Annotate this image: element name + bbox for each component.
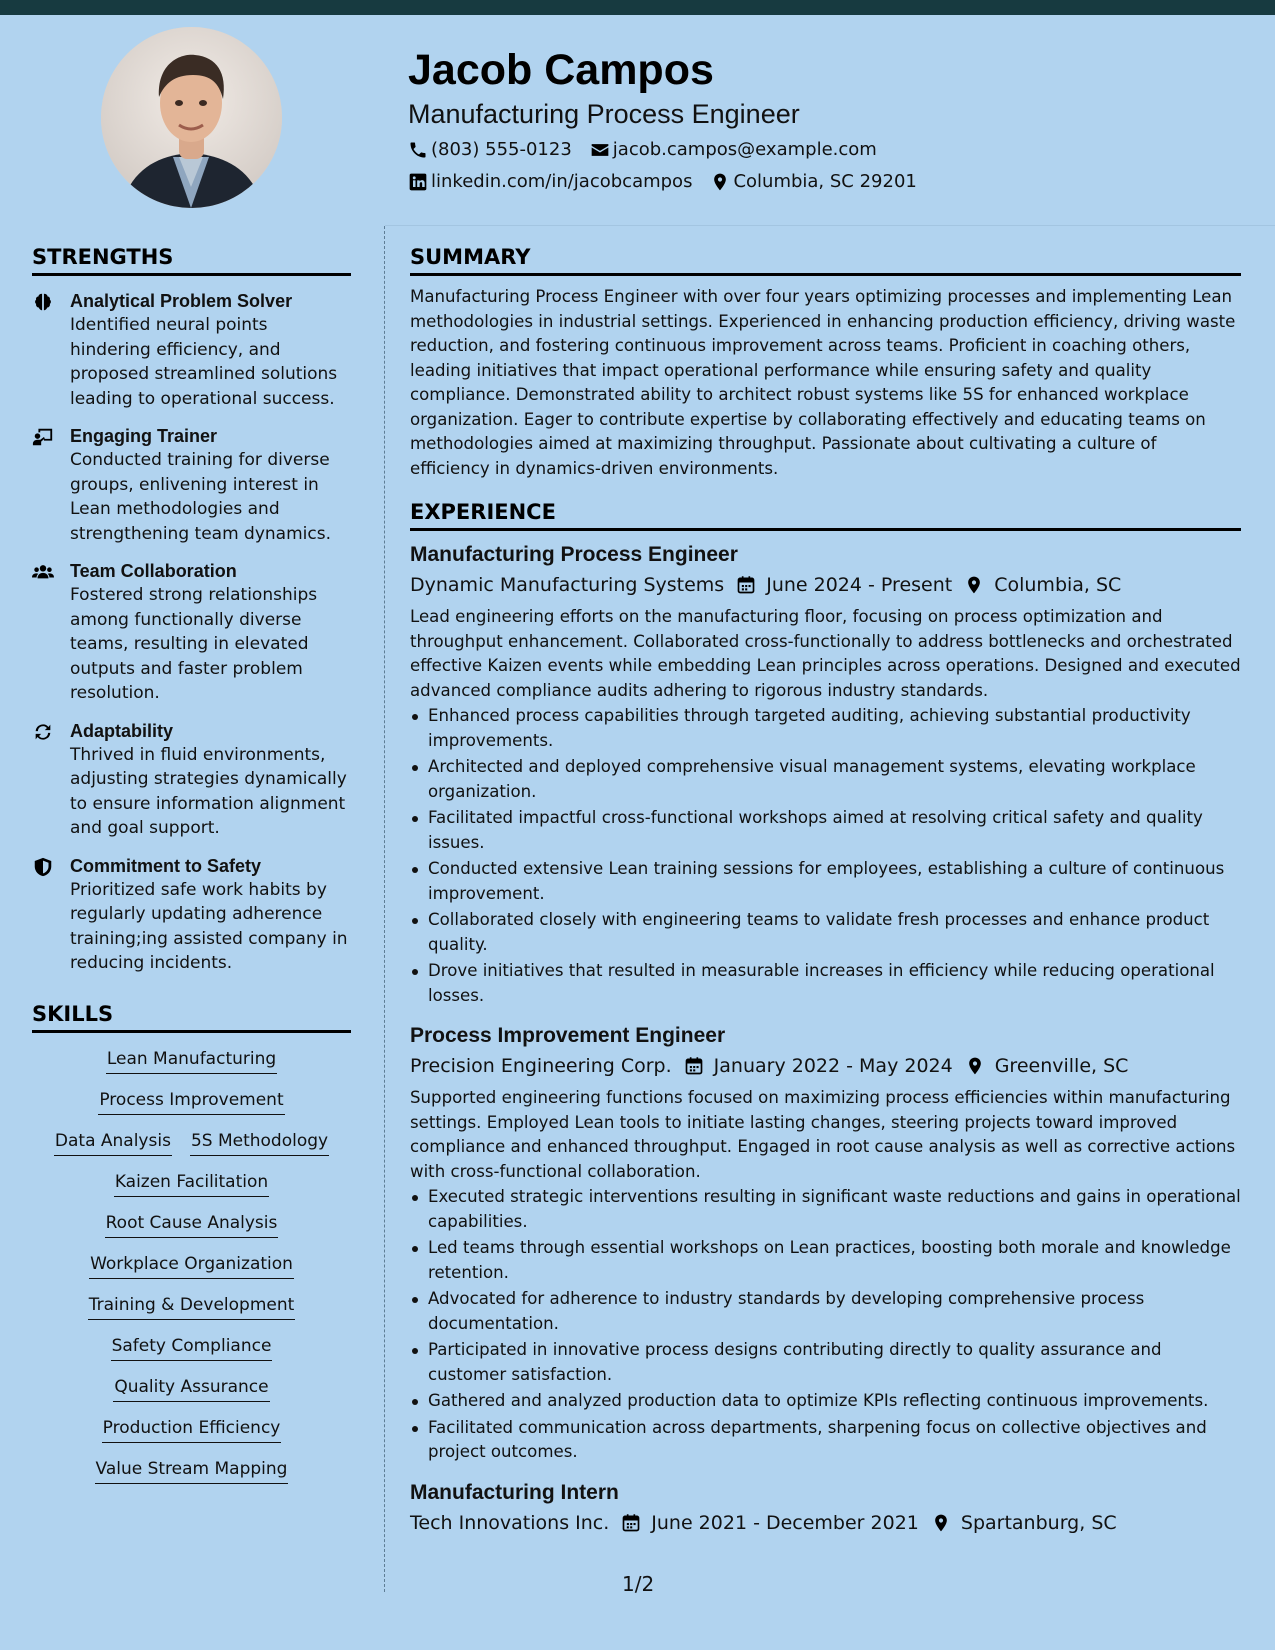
candidate-name: Jacob Campos (408, 46, 714, 94)
job-bullet: Facilitated impactful cross-functional workshops aimed at resolving critical safety and quality issues. (410, 806, 1241, 855)
skills-title: SKILLS (32, 1000, 351, 1033)
job-bullet: Collaborated closely with engineering teams to validate fresh processes and enhance product quality. (410, 908, 1241, 957)
linkedin-text: linkedin.com/in/jacobcampos (431, 171, 693, 192)
job-title: Manufacturing Intern (410, 1480, 619, 1504)
job-company: Tech Innovations Inc. (410, 1511, 610, 1534)
job-meta (410, 1510, 1241, 1536)
strength-title: Adaptability (70, 720, 174, 741)
skill-tag: Lean Manufacturing (106, 1047, 277, 1074)
job-title: Manufacturing Process Engineer (410, 543, 738, 566)
strength-desc: Fostered strong relationships among functionally diverse teams, resulting in elevated outputs and faster problem resolution. (70, 585, 318, 703)
job-location (965, 1053, 1129, 1079)
job-entry (410, 1022, 1241, 1465)
job-dates (684, 1053, 953, 1079)
calendar-icon (621, 1513, 641, 1533)
left-column (32, 243, 351, 1498)
job-dates-text: January 2022 - May 2024 (713, 1055, 953, 1077)
job-bullet: Participated in innovative process designs contributing directly to quality assurance and customer satisfaction. (410, 1338, 1241, 1387)
email-text: jacob.campos@example.com (612, 139, 877, 160)
job-bullet: Drove initiatives that resulted in measurable increases in efficiency while reducing operational losses. (410, 959, 1241, 1008)
profile-photo (101, 27, 282, 208)
skill-tag: Kaizen Facilitation (114, 1170, 269, 1197)
envelope-icon (590, 140, 610, 160)
strength-title: Analytical Problem Solver (70, 291, 293, 311)
strength-item (32, 424, 351, 546)
phone-text: (803) 555-0123 (431, 139, 572, 160)
job-bullet: Architected and deployed comprehensive visual management systems, elevating workplace organization. (410, 755, 1241, 804)
skill-tag: Safety Compliance (111, 1334, 273, 1361)
job-title: Process Improvement Engineer (410, 1024, 726, 1047)
contact-phone[interactable] (408, 138, 572, 162)
strength-title: Commitment to Safety (70, 855, 262, 876)
job-bullet: Executed strategic interventions resulting in significant waste reductions and gains in operational capabilities. (410, 1185, 1241, 1234)
job-bullets (410, 704, 1241, 1008)
page-number: 1/2 (622, 1572, 655, 1596)
skill-tag: 5S Methodology (190, 1129, 329, 1156)
map-marker-icon (931, 1513, 951, 1533)
skills-list (32, 1047, 351, 1484)
skill-tag: Data Analysis (54, 1129, 172, 1156)
job-location-text: Greenville, SC (994, 1055, 1129, 1077)
top-bar (0, 0, 1275, 15)
brain-icon (32, 291, 54, 313)
job-entry (410, 1479, 1241, 1536)
skill-tag: Training & Development (88, 1293, 296, 1320)
strength-title: Team Collaboration (70, 561, 237, 581)
job-dates (621, 1510, 919, 1536)
calendar-icon (684, 1056, 704, 1076)
job-company: Dynamic Manufacturing Systems (410, 574, 725, 596)
summary-title: SUMMARY (410, 243, 1241, 276)
job-description: Lead engineering efforts on the manufacturing floor, focusing on process optimization and throughput enhancement. Collaborated cross-functionally to address bottlenecks and orchestrated effective Kaizen events while embedding Lean principles across operations. Designed and executed advanced compliance audits adhering to rigorous industry standards. (410, 607, 1241, 700)
job-bullet: Conducted extensive Lean training sessions for employees, establishing a culture of continuous improvement. (410, 857, 1241, 906)
contact-row-1 (408, 138, 1248, 162)
job-bullet: Led teams through essential workshops on Lean practices, boosting both morale and knowledge retention. (410, 1236, 1241, 1285)
phone-icon (408, 140, 428, 160)
portrait-image (101, 27, 282, 208)
resume-header (408, 42, 1248, 194)
job-bullet: Advocated for adherence to industry standards by developing comprehensive process documentation. (410, 1287, 1241, 1336)
job-location-text: Columbia, SC (994, 574, 1122, 596)
job-description: Supported engineering functions focused on maximizing process efficiencies within manufacturing settings. Employed Lean tools to initiate lasting changes, steering projects toward improved compliance and enhanced throughput. Engaged in root cause analysis as well as corrective actions with cross-functional collaboration. (410, 1088, 1236, 1181)
job-bullet: Enhanced process capabilities through targeted auditing, achieving substantial productivity improvements. (410, 704, 1241, 753)
linkedin-icon (408, 172, 428, 192)
job-dates-text: June 2024 - Present (766, 574, 953, 596)
contact-row-2 (408, 170, 1248, 194)
chalkboard-teacher-icon (32, 426, 54, 448)
skill-tag: Process Improvement (98, 1088, 284, 1115)
map-marker-icon (965, 1056, 985, 1076)
contact-location (710, 170, 916, 194)
skill-tag: Production Efficiency (102, 1416, 282, 1443)
candidate-role: Manufacturing Process Engineer (408, 99, 800, 129)
skill-tag: Quality Assurance (113, 1375, 269, 1402)
strengths-title: STRENGTHS (32, 243, 351, 276)
job-bullet: Gathered and analyzed production data to optimize KPIs reflecting continuous improvements. (410, 1389, 1241, 1414)
right-column (410, 243, 1241, 1536)
column-divider (384, 226, 385, 1592)
shield-icon (32, 856, 54, 878)
strength-desc: Conducted training for diverse groups, enlivening interest in Lean methodologies and strengthening team dynamics. (70, 450, 331, 544)
skill-tag: Value Stream Mapping (95, 1457, 289, 1484)
calendar-icon (736, 575, 756, 595)
strength-item (32, 854, 351, 976)
job-bullet: Facilitated communication across departments, sharpening focus on collective objectives and project outcomes. (410, 1416, 1241, 1465)
location-text: Columbia, SC 29201 (733, 171, 917, 192)
job-meta (410, 1053, 1241, 1079)
skill-tag: Root Cause Analysis (105, 1211, 279, 1238)
strength-desc: Identified neural points hindering efficiency, and proposed streamlined solutions leading to operational success. (70, 315, 338, 409)
strength-desc: Prioritized safe work habits by regularly updating adherence training;ing assisted company in reducing incidents. (70, 879, 348, 973)
header-separator (385, 225, 1275, 226)
skill-tag: Workplace Organization (89, 1252, 294, 1279)
users-icon (32, 561, 54, 583)
strength-title: Engaging Trainer (70, 426, 218, 446)
contact-linkedin[interactable] (408, 170, 692, 194)
experience-title: EXPERIENCE (410, 498, 1241, 531)
map-marker-icon (710, 172, 730, 192)
strength-item (32, 559, 351, 706)
strength-item (32, 289, 351, 411)
contact-email[interactable] (590, 138, 877, 162)
job-entry (410, 541, 1241, 1008)
strength-item (32, 719, 351, 841)
sync-icon (32, 721, 54, 743)
job-location (931, 1510, 1117, 1536)
job-location (964, 572, 1121, 598)
job-dates-text: June 2021 - December 2021 (651, 1511, 919, 1534)
job-company: Precision Engineering Corp. (410, 1055, 672, 1077)
summary-text: Manufacturing Process Engineer with over four years optimizing processes and implementing Lean methodologies in industrial settings. Experienced in enhancing production efficiency, driving waste reduction, and fostering continuous improvement across teams. Proficient in coaching others, leading initiatives that impact operational performance while ensuring safety and quality compliance. Demonstrated ability to architect robust systems like 5S for enhanced workplace organization. Eager to contribute expertise by collaborating effectively and educating teams on methodologies aimed at maximizing throughput. Passionate about cultivating a culture of efficiency in dynamics-driven environments. (410, 287, 1236, 478)
job-bullets (410, 1185, 1241, 1465)
job-location-text: Spartanburg, SC (960, 1511, 1117, 1534)
strength-desc: Thrived in fluid environments, adjusting strategies dynamically to ensure information alignment and goal support. (70, 744, 347, 838)
map-marker-icon (964, 575, 984, 595)
job-meta (410, 572, 1241, 598)
job-dates (736, 572, 952, 598)
